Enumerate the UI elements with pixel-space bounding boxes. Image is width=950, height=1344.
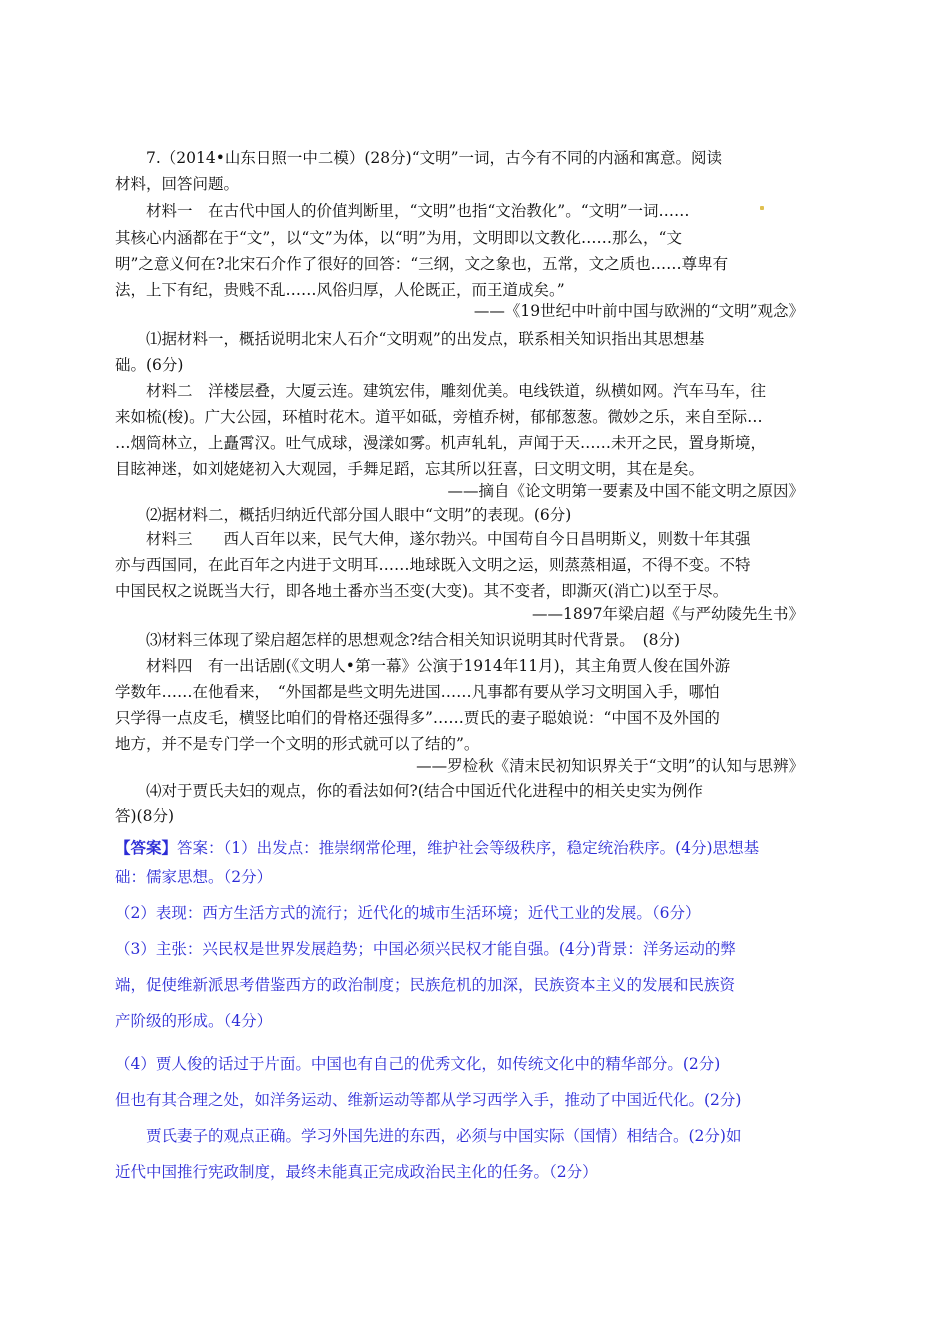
material-two-line: 材料二 洋楼层叠，大厦云连。建筑宏伟，雕刻优美。电线铁道，纵横如网。汽车马车，往 [146,382,767,400]
answer-line: （3）主张：兴民权是世界发展趋势；中国必须兴民权才能自强。(4分)背景：洋务运动的弊 [115,940,736,958]
answer-line: 贾氏妻子的观点正确。学习外国先进的东西，必须与中国实际（国情）相结合。(2分)如 [146,1127,742,1145]
question-intro-line: 材料，回答问题。 [115,175,240,193]
answer-text: 答案：（1）出发点：推崇纲常伦理，维护社会等级秩序，稳定统治秩序。(4分)思想基 [177,839,760,857]
material-one-line: 明”之意义何在?北宋石介作了很好的回答：“三纲，文之象也，五常，文之质也……尊卑有 [115,255,729,273]
answer-line: 但也有其合理之处，如洋务运动、维新运动等都从学习西学入手，推动了中国近代化。(2分) [115,1091,742,1109]
answer-line: （2）表现：西方生活方式的流行；近代化的城市生活环境；近代工业的发展。（6分） [115,904,701,922]
question-one-line: 础。(6分) [115,356,184,374]
material-three-line: 亦与西国同，在此百年之内进于文明耳……地球既入文明之运，则蒸蒸相逼，不得不变。不特 [115,556,751,574]
material-four-line: 地方，并不是专门学一个文明的形式就可以了结的”。 [115,735,480,753]
answer-line: 础：儒家思想。（2分） [115,868,273,886]
material-four-line: 学数年……在他看来， “外国都是些文明先进国……凡事都有要从学习文明国入手，哪怕 [115,683,720,701]
answer-line [115,838,759,858]
material-two-source: ——摘自《论文明第一要素及中国不能文明之原因》 [447,482,804,500]
question-two-line: ⑵据材料二，概括归纳近代部分国人眼中“文明”的表现。(6分) [146,506,572,524]
question-intro-line: 7.（2014•山东日照一中二模）(28分)“文明”一词，古今有不同的内涵和寓意。阅读 [146,149,723,167]
material-four-source: ——罗检秋《清末民初知识界关于“文明”的认知与思辨》 [416,757,804,775]
material-two-line: 来如梳(梭)。广大公园，环植时花木。道平如砥，旁植乔树，郁郁葱葱。微妙之乐，来自至际… [115,408,763,426]
material-three-source: ——1897年梁启超《与严幼陵先生书》 [532,605,804,623]
cursor-mark [760,206,764,210]
answer-line: 产阶级的形成。（4分） [115,1012,273,1030]
material-two-line: …烟筒林立，上矗霄汉。吐气成球，漫漾如雾。机声轧轧，声闻于天……未开之民，置身斯境， [115,434,767,452]
material-two-line: 目眩神迷，如刘姥姥初入大观园，手舞足蹈，忘其所以狂喜，曰文明文明，其在是矣。 [115,460,705,478]
material-three-line: 中国民权之说既当大行，即各地土番亦当丕变(大变)。其不变者，即澌灭(消亡)以至于尽。 [115,582,729,600]
material-one-source: ——《19世纪中叶前中国与欧洲的“文明”观念》 [473,302,804,320]
question-three-line: ⑶材料三体现了梁启超怎样的思想观念?结合相关知识说明其时代背景。 (8分) [146,631,681,649]
answer-line: 近代中国推行宪政制度，最终未能真正完成政治民主化的任务。（2分） [115,1163,598,1181]
question-four-line: ⑷对于贾氏夫妇的观点，你的看法如何?(结合中国近代化进程中的相关史实为例作 [146,782,703,800]
material-four-line: 材料四 有一出话剧(《文明人•第一幕》公演于1914年11月)，其主角贾人俊在国外游 [146,657,731,675]
answer-line: （4）贾人俊的话过于片面。中国也有自己的优秀文化，如传统文化中的精华部分。(2分) [115,1055,721,1073]
answer-line: 端，促使维新派思考借鉴西方的政治制度；民族危机的加深，民族资本主义的发展和民族资 [115,976,736,994]
material-one-line: 法，上下有纪，贵贱不乱……风俗归厚，人伦既正，而王道成矣。” [115,281,565,299]
question-one-line: ⑴据材料一，概括说明北宋人石介“文明观”的出发点，联系相关知识指出其思想基 [146,330,705,348]
material-three-line: 材料三 西人百年以来，民气大伸，遂尔勃兴。中国苟自今日昌明斯义，则数十年其强 [146,530,751,548]
answer-tag: 【答案】 [115,838,178,857]
question-four-line: 答)(8分) [115,807,175,825]
material-one-line: 其核心内涵都在于“文”，以“文”为体，以“明”为用，文明即以文教化……那么，“文 [115,229,682,247]
material-one-line: 材料一 在古代中国人的价值判断里，“文明”也指“文治教化”。“文明”一词…… [146,202,690,220]
material-four-line: 只学得一点皮毛，横竖比咱们的骨格还强得多”……贾氏的妻子聪娘说：“中国不及外国的 [115,709,720,727]
